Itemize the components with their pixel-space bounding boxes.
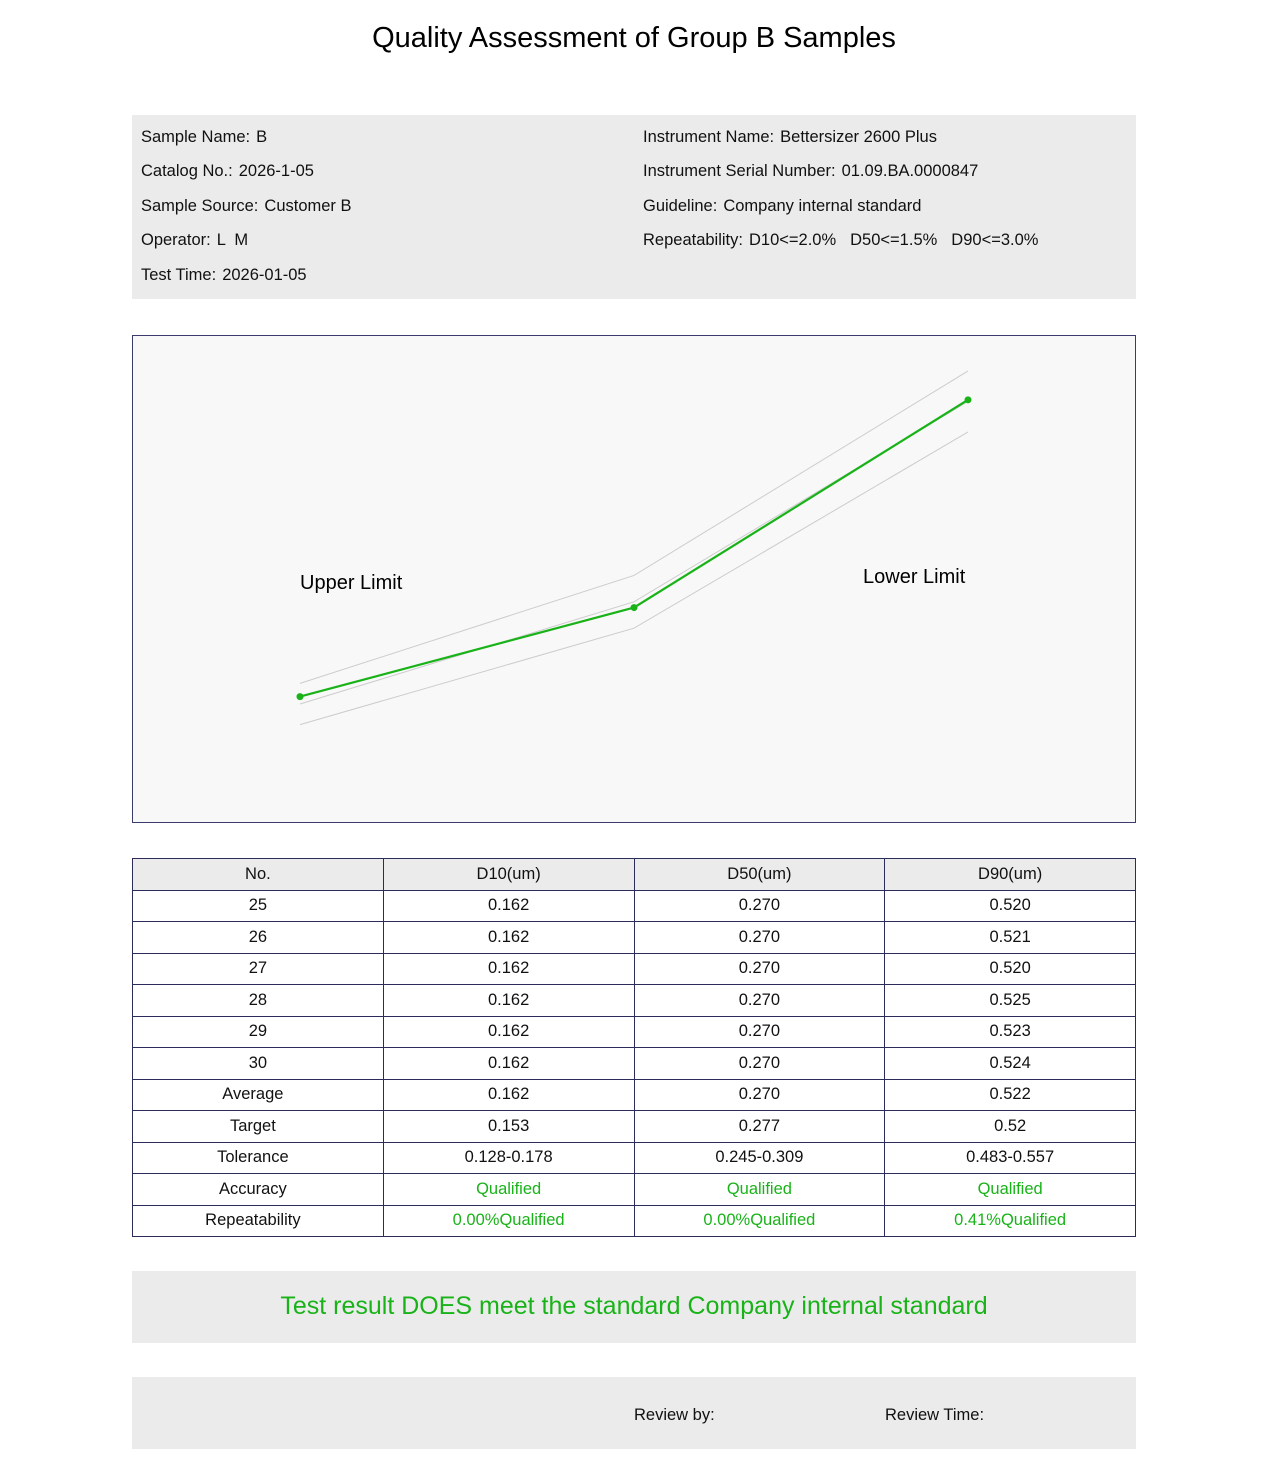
table-cell: 0.523 [885,1016,1136,1048]
info-value: 01.09.BA.0000847 [841,162,979,181]
trend-chart-svg [133,336,1135,822]
review-panel [132,1377,1136,1449]
table-cell: 0.520 [885,890,1136,922]
table-cell: 0.270 [634,1079,885,1111]
table-row [133,1174,1136,1206]
info-instrument-name [643,127,1038,161]
table-cell: 0.162 [383,1079,634,1111]
table-header-row [133,859,1136,891]
table-cell: 0.270 [634,1016,885,1048]
info-operator [141,230,352,264]
upper-limit-line [634,371,968,575]
row-label-cell: Average [133,1079,384,1111]
info-label: Catalog No.: [141,162,233,181]
table-cell: 0.00%Qualified [634,1205,885,1237]
info-value: Company internal standard [723,196,922,215]
info-value: B [256,128,268,146]
review-by-label: Review by: [634,1406,715,1424]
repeat-d10: D10<=2.0% [748,231,837,250]
sample-info-right [643,127,1038,265]
table-row [133,1048,1136,1080]
lower-limit-line [300,628,634,724]
info-label: Guideline: [643,196,718,215]
info-label: Sample Source: [141,196,259,215]
info-label: Instrument Name: [643,128,775,146]
row-label-cell: 27 [133,953,384,985]
result-text: Test result DOES meet the standard Company internal standard [280,1292,988,1320]
row-label-cell: 28 [133,985,384,1017]
table-cell: 0.52 [885,1111,1136,1143]
table-cell: 0.153 [383,1111,634,1143]
info-label: Instrument Serial Number: [643,162,836,181]
results-table [132,858,1136,1237]
table-cell: 0.41%Qualified [885,1205,1136,1237]
table-cell: 0.270 [634,985,885,1017]
table-row [133,953,1136,985]
row-label-cell: 25 [133,890,384,922]
info-repeatability [643,230,1038,264]
table-cell: 0.483-0.557 [885,1142,1136,1174]
table-cell: 0.162 [383,1048,634,1080]
sample-info-panel [132,115,1136,299]
header-d10: D10(um) [383,859,634,891]
row-label-cell: 29 [133,1016,384,1048]
info-serial-number [643,161,1038,195]
table-cell: 0.521 [885,922,1136,954]
series-line-segment [300,608,634,697]
series-points [297,396,972,700]
table-row [133,985,1136,1017]
row-label-cell: Repeatability [133,1205,384,1237]
table-cell: 0.520 [885,953,1136,985]
row-label-cell: Target [133,1111,384,1143]
trend-chart [132,335,1136,823]
table-row [133,1205,1136,1237]
row-label-cell: Accuracy [133,1174,384,1206]
table-row [133,922,1136,954]
table-cell: 0.162 [383,1016,634,1048]
info-sample-source [141,196,352,230]
info-label: Sample Name: [141,128,251,146]
table-cell: 0.128-0.178 [383,1142,634,1174]
table-row [133,1111,1136,1143]
table-row [133,1016,1136,1048]
table-cell: 0.270 [634,890,885,922]
limit-lines [300,371,968,725]
table-row [133,1142,1136,1174]
info-test-time [141,265,352,299]
info-sample-name [141,127,352,161]
info-value: L M [216,231,249,250]
table-cell: 0.162 [383,922,634,954]
header-no: No. [133,859,384,891]
table-cell: Qualified [383,1174,634,1206]
data-point-d90 [965,396,972,403]
table-cell: 0.162 [383,890,634,922]
row-label-cell: Tolerance [133,1142,384,1174]
info-label: Test Time: [141,265,217,284]
sample-info-left [141,127,352,299]
repeat-d50: D50<=1.5% [850,231,938,250]
table-cell: 0.245-0.309 [634,1142,885,1174]
table-cell: 0.522 [885,1079,1136,1111]
header-d50: D50(um) [634,859,885,891]
table-cell: 0.00%Qualified [383,1205,634,1237]
header-d90: D90(um) [885,859,1136,891]
data-point-d50 [631,604,638,611]
table-row [133,890,1136,922]
table-cell: 0.162 [383,953,634,985]
info-guideline [643,196,1038,230]
lower-limit-line [634,432,968,628]
review-time-label: Review Time: [885,1406,985,1424]
info-label: Repeatability: [643,231,743,250]
table-cell: 0.525 [885,985,1136,1017]
row-label-cell: 30 [133,1048,384,1080]
info-value: 2026-01-05 [222,265,307,284]
table-cell: 0.524 [885,1048,1136,1080]
table-cell: 0.162 [383,985,634,1017]
table-cell: 0.270 [634,1048,885,1080]
upper-limit-label: Upper Limit [300,572,403,594]
data-point-d10 [297,693,304,700]
table-cell: 0.270 [634,922,885,954]
series-lines [300,400,968,697]
table-row [133,1079,1136,1111]
lower-limit-label: Lower Limit [863,566,966,588]
repeat-d90: D90<=3.0% [951,231,1039,250]
info-value: Customer B [264,196,352,215]
info-catalog-no [141,161,352,195]
row-label-cell: 26 [133,922,384,954]
result-banner [132,1271,1136,1343]
page-title: Quality Assessment of Group B Samples [372,22,896,54]
table-cell: Qualified [634,1174,885,1206]
table-cell: 0.277 [634,1111,885,1143]
info-label: Operator: [141,231,211,250]
table-body [133,890,1136,1237]
info-value: Bettersizer 2600 Plus [780,128,937,146]
table-cell: Qualified [885,1174,1136,1206]
info-value: 2026-1-05 [238,162,314,181]
table-cell: 0.270 [634,953,885,985]
